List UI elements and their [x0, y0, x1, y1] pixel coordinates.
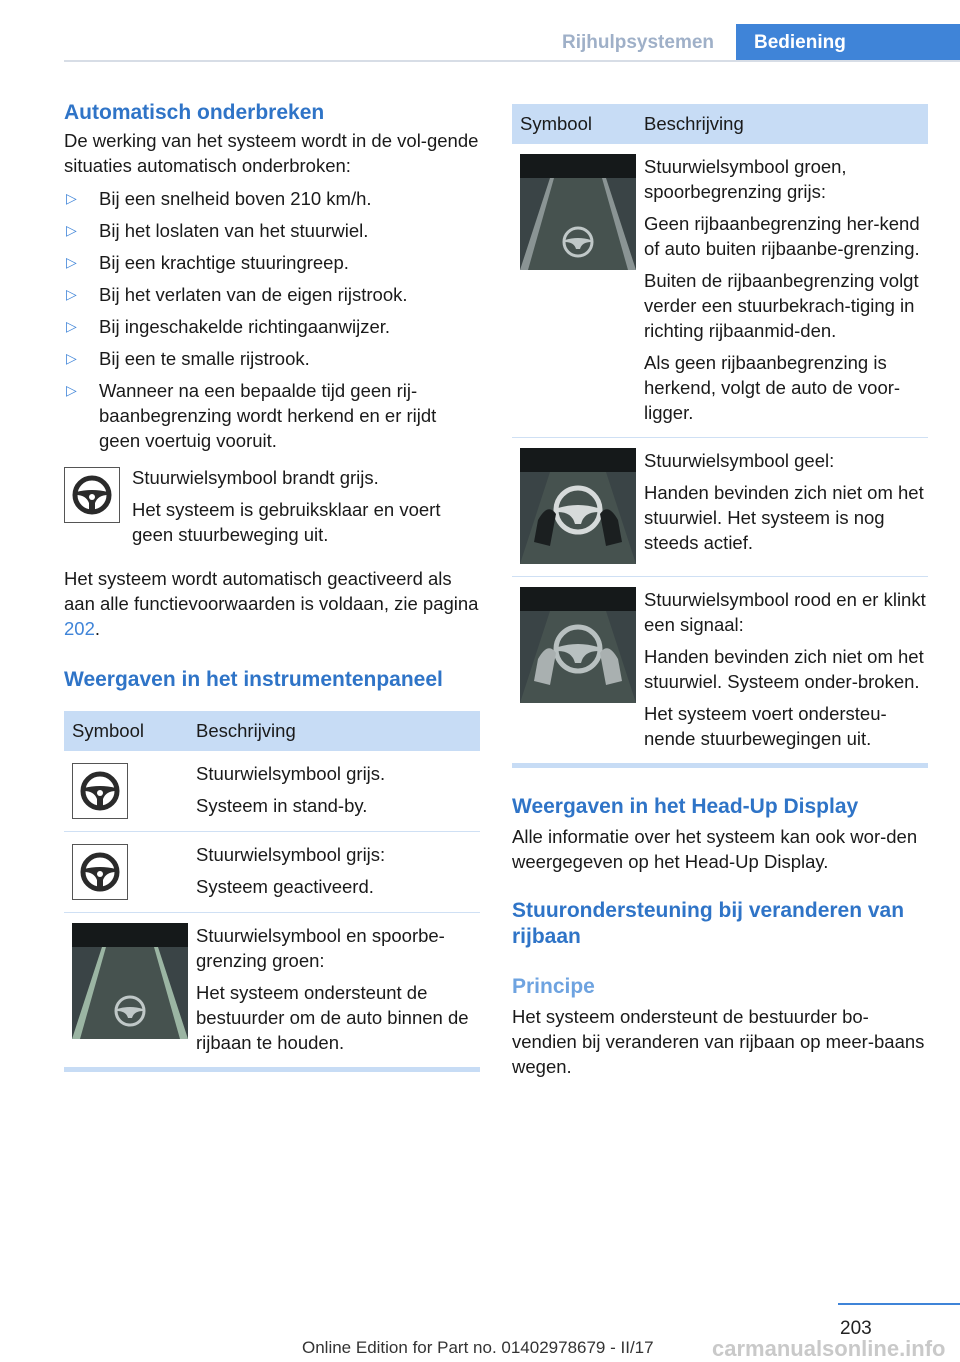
row-text: Handen bevinden zich niet om het stuurwiel. Systeem onder-broken.	[644, 646, 924, 692]
lane-display-image	[520, 154, 636, 270]
list-item: ▷ Bij een krachtige stuuringreep.	[66, 252, 349, 273]
instrument-table	[64, 711, 480, 1067]
table-row	[512, 438, 928, 577]
list-item: ▷ Bij het loslaten van het stuurwiel.	[66, 220, 369, 241]
row-text: Systeem in stand-by.	[196, 795, 368, 816]
table-end-bar	[64, 1067, 480, 1072]
row-text: Stuurwielsymbool groen, spoorbegrenzing grijs:	[644, 156, 847, 202]
row-text: Het systeem voert ondersteu-nende stuurbewegingen uit.	[644, 703, 887, 749]
activation-text: Het systeem wordt automatisch geactiveerd als aan alle functievoorwaarden is voldaan, zie pagina 202.	[64, 568, 479, 639]
header-active-tab[interactable]: Bediening	[736, 24, 960, 62]
heading-hud: Weergaven in het Head-Up Display	[512, 795, 859, 818]
principle-text: Het systeem ondersteunt de bestuurder bo-vendien bij veranderen van rijbaan op meer-baans wegen.	[512, 1006, 925, 1077]
watermark: carmanualsonline.info	[712, 1336, 946, 1361]
list-item: ▷ Bij ingeschakelde richtingaanwijzer.	[66, 316, 391, 337]
col-header-description: Beschrijving	[188, 711, 480, 751]
instrument-table-continued	[512, 104, 928, 763]
heading-lane-change: Stuurondersteuning bij veranderen van rijbaan	[512, 899, 905, 948]
instrument-table-wrap	[64, 711, 480, 1072]
triangle-bullet-icon: ▷	[66, 382, 77, 398]
page-number: 203	[840, 1318, 872, 1339]
table-row	[64, 832, 480, 913]
triangle-bullet-icon: ▷	[66, 222, 77, 238]
row-text: Geen rijbaanbegrenzing her-kend of auto buiten rijbaanbe-grenzing.	[644, 213, 920, 259]
lane-display-image	[72, 923, 188, 1039]
row-text: Stuurwielsymbool grijs:	[196, 844, 386, 865]
triangle-bullet-icon: ▷	[66, 318, 77, 334]
table-row	[64, 751, 480, 832]
header-section-tab[interactable]: Rijhulpsystemen	[561, 32, 715, 53]
table-row	[512, 144, 928, 438]
heading-instrument-panel: Weergaven in het instrumentenpaneel	[64, 668, 443, 691]
triangle-bullet-icon: ▷	[66, 190, 77, 206]
intro-text: De werking van het systeem wordt in de vol-gende situaties automatisch onderbroken:	[64, 130, 479, 176]
row-text: Stuurwielsymbool en spoorbe-grenzing groen:	[196, 925, 445, 971]
row-text: Stuurwielsymbool rood en er klinkt een signaal:	[644, 589, 926, 635]
hands-off-display-image	[520, 448, 636, 564]
triangle-bullet-icon: ▷	[66, 254, 77, 270]
table-row	[512, 577, 928, 764]
col-header-description: Beschrijving	[636, 104, 928, 144]
right-column	[512, 104, 928, 1079]
list-item: ▷ Bij een snelheid boven 210 km/h.	[66, 188, 372, 209]
hud-text: Alle informatie over het systeem kan ook wor-den weergegeven op het Head-Up Display.	[512, 826, 918, 872]
footer-divider	[838, 1303, 960, 1305]
list-item: ▷ Wanneer na een bepaalde tijd geen rij-baanbegrenzing wordt herkend en er rijdt geen voertuig vooruit.	[66, 380, 437, 451]
col-header-symbol: Symbool	[512, 104, 636, 144]
row-text: Stuurwielsymbool geel:	[644, 450, 835, 471]
triangle-bullet-icon: ▷	[66, 350, 77, 366]
heading-auto-interrupt: Automatisch onderbreken	[64, 101, 325, 124]
table-row	[64, 913, 480, 1068]
list-item: ▷ Bij een te smalle rijstrook.	[66, 348, 310, 369]
triangle-bullet-icon: ▷	[66, 286, 77, 302]
left-column	[64, 100, 480, 1072]
icon-note-line1: Stuurwielsymbool brandt grijs.	[132, 467, 379, 488]
edition-text: Online Edition for Part no. 01402978679 - II/17	[302, 1338, 654, 1357]
steering-wheel-icon	[72, 763, 128, 819]
row-text: Stuurwielsymbool grijs.	[196, 763, 386, 784]
row-text: Handen bevinden zich niet om het stuurwiel. Het systeem is nog steeds actief.	[644, 482, 924, 553]
steering-wheel-icon	[72, 844, 128, 900]
heading-principle: Principe	[512, 975, 595, 998]
header-divider	[64, 60, 960, 62]
row-text: Het systeem ondersteunt de bestuurder om de auto binnen de rijbaan te houden.	[196, 982, 469, 1053]
steering-wheel-icon	[64, 467, 120, 523]
interrupt-list	[64, 186, 480, 453]
row-text: Als geen rijbaanbegrenzing is herkend, volgt de auto de voor-ligger.	[644, 352, 901, 423]
row-text: Systeem geactiveerd.	[196, 876, 374, 897]
icon-note	[64, 465, 480, 554]
col-header-symbol: Symbool	[64, 711, 188, 751]
table-end-bar	[512, 763, 928, 768]
row-text: Buiten de rijbaanbegrenzing volgt verder een stuurbekrach-tiging in richting rijbaanmid-den.	[644, 270, 919, 341]
page-link[interactable]: 202	[64, 618, 95, 639]
hands-off-display-image	[520, 587, 636, 703]
icon-note-line2: Het systeem is gebruiksklaar en voert geen stuurbeweging uit.	[132, 499, 441, 545]
list-item: ▷ Bij het verlaten van de eigen rijstrook.	[66, 284, 408, 305]
